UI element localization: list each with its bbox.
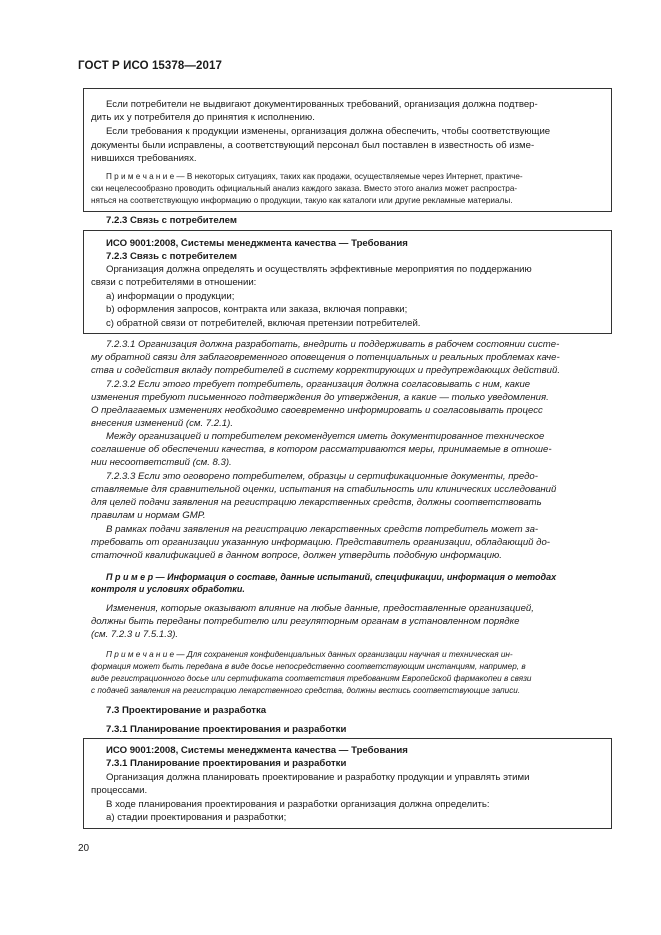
paragraph-line: 7.2.3.2 Если этого требует потребитель, организация должна согласовывать с ним, какие	[106, 379, 531, 390]
section-heading: 7.2.3 Связь с потребителем	[106, 215, 237, 226]
paragraph-line: требовать от организации указанную информацию. Представитель организации, обладающий до-	[91, 537, 551, 548]
paragraph-line: В рамках подачи заявления на регистрацию лекарственных средств потребитель может за-	[106, 524, 539, 535]
paragraph-line: изменения требуют письменного подтверждения до утверждения, а какие — только уведомления.	[91, 392, 549, 403]
paragraph-line: должны быть переданы потребителю или регуляторным органам в установленном порядке	[91, 616, 520, 627]
box-title: ИСО 9001:2008, Системы менеджмента качества — Требования	[106, 745, 408, 756]
note-line: няться на соответствующую информацию о продукции, такую как каталоги или другие рекламные материалы.	[91, 196, 513, 205]
paragraph-line: Если требования к продукции изменены, организация должна обеспечить, чтобы соответствующие	[106, 126, 551, 137]
list-item: c) обратной связи от потребителей, включая претензии потребителей.	[106, 318, 421, 329]
paragraph-line: 7.2.3.3 Если это оговорено потребителем, образцы и сертификационные документы, предо-	[106, 471, 538, 482]
box-title: ИСО 9001:2008, Системы менеджмента качества — Требования	[106, 238, 408, 249]
section-heading: 7.3.1 Планирование проектирования и разработки	[106, 724, 347, 735]
paragraph-line: В ходе планирования проектирования и разработки организация должна определить:	[106, 799, 490, 810]
paragraph-line: правилам и нормам GMP.	[91, 510, 206, 521]
list-item: a) информации о продукции;	[106, 291, 235, 302]
paragraph-line: для целей подачи заявления на регистрацию лекарственных средств, должны соответствовать	[91, 497, 542, 508]
paragraph-line: статочной квалификацией в данном вопросе, должен утвердить подобную информацию.	[91, 550, 502, 561]
example-line: П р и м е р — Информация о составе, данные испытаний, спецификации, информация о методах	[106, 572, 557, 582]
paragraph-line: Изменения, которые оказывают влияние на любые данные, предоставленные организацией,	[106, 603, 534, 614]
paragraph-line: (см. 7.2.3 и 7.5.1.3).	[91, 629, 179, 640]
paragraph-line: му обратной связи для заблаговременного оповещения о потенциальных и реальных проблемах каче-	[91, 352, 560, 363]
note-line: виде регистрационного досье или сертификата соответствия требованиям Европейской фармакопеи в связи	[91, 674, 532, 683]
paragraph-line: процессами.	[91, 785, 148, 796]
note-line: с подачей заявления на регистрацию лекарственного средства, должны вестись соответствующие записи.	[91, 686, 521, 695]
paragraph-line: нившихся требованиях.	[91, 153, 197, 164]
paragraph-line: 7.2.3.1 Организация должна разработать, внедрить и поддерживать в рабочем состоянии систе-	[106, 339, 560, 350]
note-line: П р и м е ч а н и е — В некоторых ситуациях, таких как продажи, осуществляемые через Интернет, практиче-	[106, 172, 523, 181]
example-line: контроля и условиях обработки.	[91, 584, 245, 594]
paragraph-line: нии несоответствий (см. 8.3).	[91, 457, 232, 468]
box-subtitle: 7.2.3 Связь с потребителем	[106, 251, 237, 262]
list-item: b) оформления запросов, контракта или заказа, включая поправки;	[106, 304, 408, 315]
paragraph-line: Организация должна определять и осуществлять эффективные мероприятия по поддержанию	[106, 264, 532, 275]
list-item: a) стадии проектирования и разработки;	[106, 812, 287, 823]
note-line: формация может быть передана в виде досье непосредственно соответствующим инстанциям, например, в	[91, 662, 526, 671]
page-header-title: ГОСТ Р ИСО 15378—2017	[78, 60, 223, 72]
paragraph-line: внесения изменений (см. 7.2.1).	[91, 418, 233, 429]
paragraph-line: Если потребители не выдвигают документированных требований, организация должна подтвер-	[106, 99, 538, 110]
section-heading: 7.3 Проектирование и разработка	[106, 705, 267, 716]
box-subtitle: 7.3.1 Планирование проектирования и разработки	[106, 758, 347, 769]
paragraph-line: соглашение об обеспечении качества, в котором рассматриваются меры, принимаемые в отноше-	[91, 444, 552, 455]
page-number: 20	[78, 843, 90, 854]
paragraph-line: Между организацией и потребителем рекомендуется иметь документированное техническое	[106, 431, 545, 442]
paragraph-line: документы были исправлены, а соответствующий персонал был поставлен в известность об изме-	[91, 140, 535, 151]
note-line: П р и м е ч а н и е — Для сохранения конфиденциальных данных организации научная и техническая ин-	[106, 650, 513, 659]
paragraph-line: связи с потребителями в отношении:	[91, 277, 257, 288]
paragraph-line: Организация должна планировать проектирование и разработку продукции и управлять этими	[106, 772, 530, 783]
note-line: ски нецелесообразно проводить официальный анализ каждого заказа. Вместо этого анализ может распростра-	[91, 184, 518, 193]
paragraph-line: ставляемые для сравнительной оценки, испытания на стабильность или клинических исследований	[91, 484, 557, 495]
paragraph-line: ства и содействия вкладу потребителей в систему корректирующих и предупреждающих действий.	[91, 365, 560, 376]
paragraph-line: дить их у потребителя до принятия к исполнению.	[91, 112, 315, 123]
paragraph-line: О предлагаемых изменениях необходимо своевременно информировать и согласовывать процесс	[91, 405, 543, 416]
